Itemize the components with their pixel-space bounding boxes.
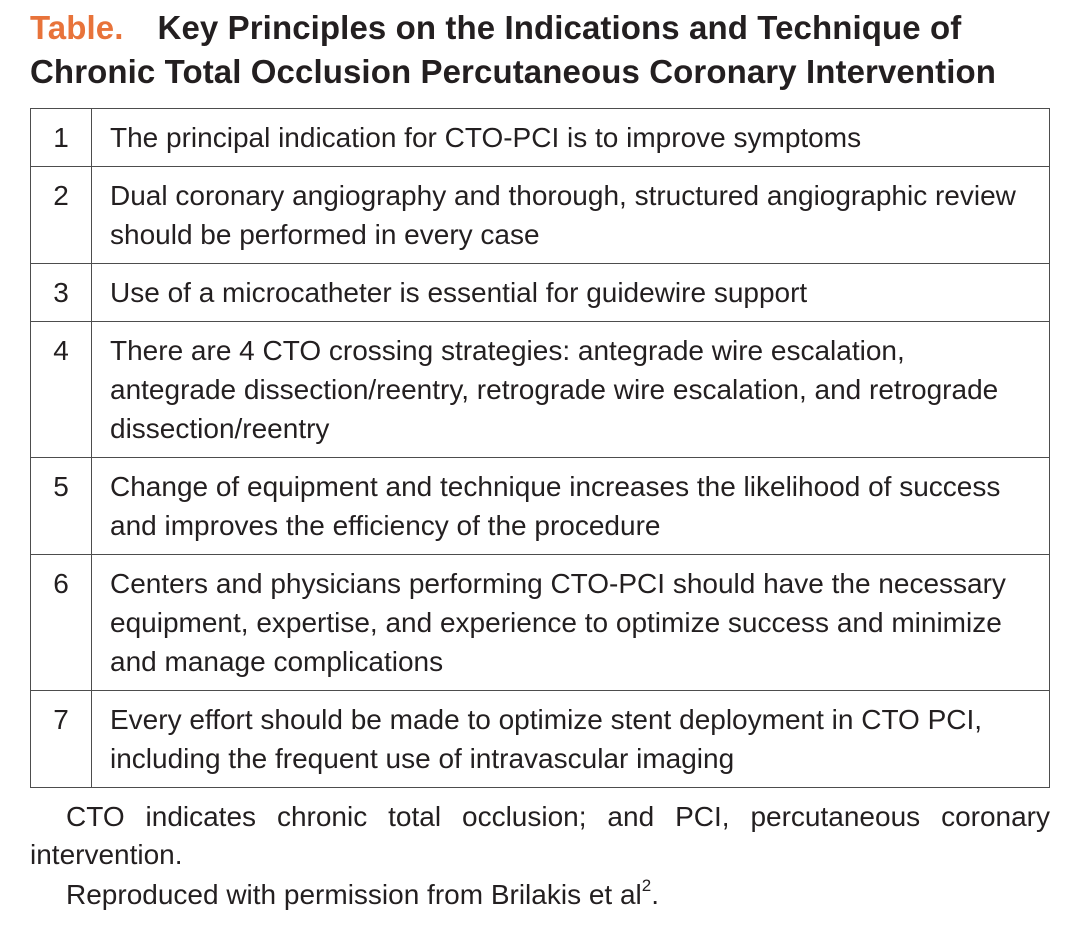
principles-table-body [31, 109, 1050, 788]
principle-text: Centers and physicians performing CTO-PCI should have the necessary equipment, expertise, and experience to optimize success and minimize and manage complications [92, 555, 1050, 691]
row-number: 7 [31, 691, 92, 788]
footnote-reference: 2 [641, 875, 652, 895]
principle-text: Use of a microcatheter is essential for guidewire support [92, 264, 1050, 322]
principle-text: Every effort should be made to optimize stent deployment in CTO PCI, including the frequent use of intravascular imaging [92, 691, 1050, 788]
row-number: 3 [31, 264, 92, 322]
table-row [31, 322, 1050, 458]
table-row [31, 109, 1050, 167]
row-number: 1 [31, 109, 92, 167]
footnote-source-text: Reproduced with permission from Brilakis et al [66, 879, 642, 910]
table-row [31, 167, 1050, 264]
row-number: 6 [31, 555, 92, 691]
principle-text: There are 4 CTO crossing strategies: antegrade wire escalation, antegrade dissection/reentry, retrograde wire escalation, and retrograde dissection/reentry [92, 322, 1050, 458]
footnote-source [30, 876, 1050, 914]
principle-text: Change of equipment and technique increases the likelihood of success and improves the efficiency of the procedure [92, 458, 1050, 555]
principles-table [30, 108, 1050, 788]
table-row [31, 691, 1050, 788]
table-label: Table. [30, 9, 124, 46]
table-title-text: Key Principles on the Indications and Technique of Chronic Total Occlusion Percutaneous Coronary Intervention [30, 9, 997, 90]
table-row [31, 555, 1050, 691]
footnote-source-end: . [651, 879, 660, 910]
principle-text: The principal indication for CTO-PCI is to improve symptoms [92, 109, 1050, 167]
row-number: 5 [31, 458, 92, 555]
table-title [30, 6, 1060, 94]
principle-text: Dual coronary angiography and thorough, structured angiographic review should be performed in every case [92, 167, 1050, 264]
row-number: 4 [31, 322, 92, 458]
table-row [31, 458, 1050, 555]
footnote-abbreviations: CTO indicates chronic total occlusion; and PCI, percutaneous coronary intervention. [30, 801, 1050, 870]
table-row [31, 264, 1050, 322]
row-number: 2 [31, 167, 92, 264]
